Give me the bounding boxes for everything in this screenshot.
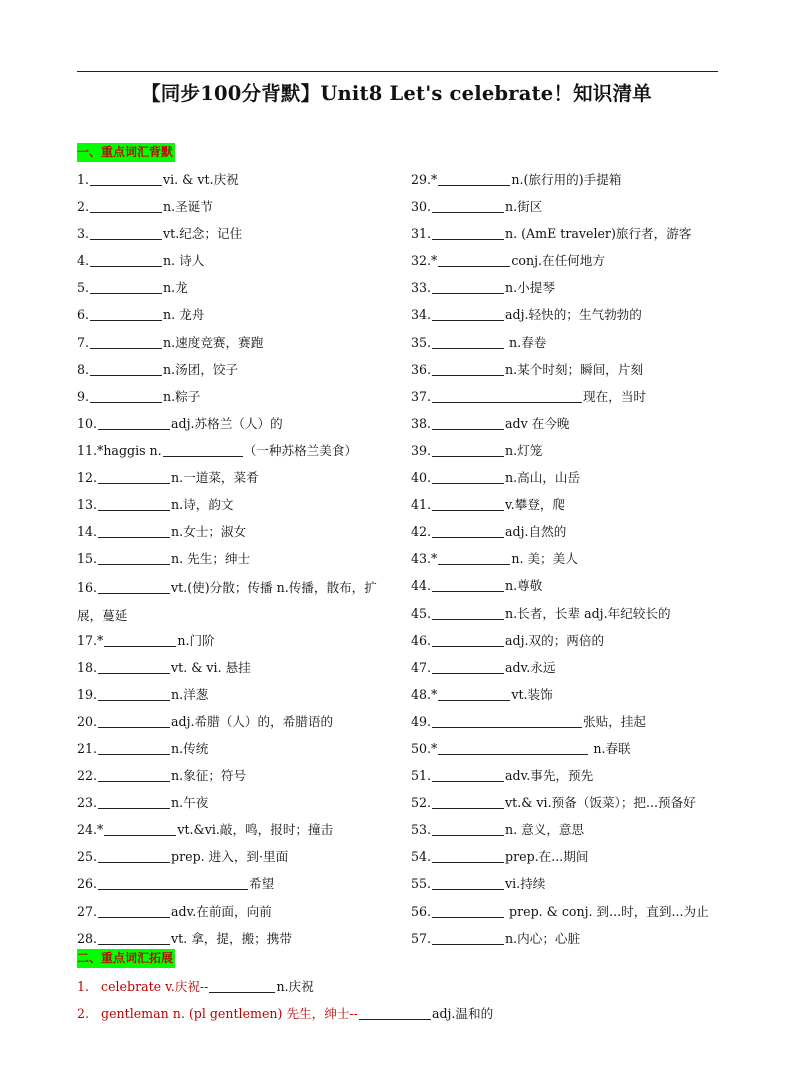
item-meaning: n.(旅行用的)手提箱 bbox=[511, 172, 622, 187]
item-number: 14. bbox=[77, 524, 98, 540]
item-number: 22. bbox=[77, 768, 98, 784]
vocab-item bbox=[411, 574, 741, 601]
vocab-item bbox=[77, 574, 382, 628]
item-number: 57. bbox=[411, 930, 432, 946]
vocab-item bbox=[411, 683, 741, 710]
answer-blank[interactable] bbox=[209, 978, 275, 993]
item-meaning: vt.&vi.敲，鸣，报时；撞击 bbox=[177, 822, 334, 838]
item-number: 5. bbox=[77, 280, 90, 296]
answer-blank[interactable] bbox=[90, 171, 162, 186]
item-number: 45. bbox=[411, 605, 432, 621]
item-number: 24.* bbox=[77, 822, 104, 838]
section-heading-extension: 二、重点词汇拓展 bbox=[77, 949, 175, 968]
item-meaning: n. 美；美人 bbox=[511, 551, 578, 567]
item-number: 55. bbox=[411, 876, 432, 892]
item-number: 47. bbox=[411, 659, 432, 675]
answer-blank[interactable] bbox=[98, 686, 170, 701]
item-meaning: n.洋葱 bbox=[171, 686, 209, 702]
vocab-item bbox=[411, 737, 741, 764]
answer-blank[interactable] bbox=[432, 415, 504, 430]
item-number: 26. bbox=[77, 876, 98, 892]
answer-blank[interactable] bbox=[359, 1005, 431, 1020]
item-meaning: n.圣诞节 bbox=[163, 199, 213, 215]
vocab-item bbox=[77, 629, 407, 656]
answer-blank[interactable] bbox=[438, 740, 588, 755]
item-meaning: 现在，当时 bbox=[583, 388, 646, 404]
item-number: 9. bbox=[77, 388, 90, 404]
answer-blank[interactable] bbox=[90, 334, 162, 349]
answer-blank[interactable] bbox=[98, 767, 170, 782]
vocab-item bbox=[77, 791, 407, 818]
vocab-item bbox=[411, 466, 741, 493]
item-meaning: n.高山，山岳 bbox=[505, 470, 581, 486]
answer-blank[interactable] bbox=[438, 550, 510, 565]
answer-blank[interactable] bbox=[432, 469, 504, 484]
answer-blank[interactable] bbox=[90, 252, 162, 267]
answer-blank[interactable] bbox=[98, 740, 170, 755]
item-meaning: prep.在...期间 bbox=[505, 849, 589, 865]
item-number: 12. bbox=[77, 470, 98, 486]
vocab-item bbox=[77, 656, 407, 683]
answer-blank[interactable] bbox=[432, 930, 504, 945]
item-number: 10. bbox=[77, 415, 98, 431]
extension-meaning: n.庆祝 bbox=[276, 979, 314, 994]
item-number: 42. bbox=[411, 524, 432, 540]
answer-blank[interactable] bbox=[90, 306, 162, 321]
item-number: 33. bbox=[411, 280, 432, 296]
item-number: 19. bbox=[77, 686, 98, 702]
item-number: 3. bbox=[77, 226, 90, 242]
item-meaning: vt.(使)分散；传播 n.传播，散布，扩展，蔓延 bbox=[77, 580, 377, 623]
answer-blank[interactable] bbox=[438, 686, 510, 701]
item-number: 40. bbox=[411, 470, 432, 486]
answer-blank[interactable] bbox=[104, 821, 176, 836]
item-number: 30. bbox=[411, 199, 432, 215]
item-meaning: adj.双的；两倍的 bbox=[505, 632, 605, 648]
item-meaning: n.女士；淑女 bbox=[171, 524, 247, 540]
item-number: 28. bbox=[77, 930, 98, 946]
item-meaning: conj.在任何地方 bbox=[511, 253, 605, 269]
item-meaning: vt. & vi. 悬挂 bbox=[171, 659, 251, 675]
answer-blank[interactable] bbox=[98, 848, 170, 863]
item-meaning: adj.自然的 bbox=[505, 524, 567, 540]
item-meaning: n. (AmE traveler)旅行者，游客 bbox=[505, 226, 692, 242]
answer-blank[interactable] bbox=[98, 523, 170, 538]
item-number: 34. bbox=[411, 307, 432, 323]
answer-blank[interactable] bbox=[432, 605, 504, 620]
vocab-item bbox=[77, 900, 407, 927]
vocab-item bbox=[411, 818, 741, 845]
item-number: 11.*haggis n. bbox=[77, 442, 162, 458]
item-number: 32.* bbox=[411, 253, 438, 269]
item-meaning: 张贴，挂起 bbox=[583, 713, 646, 729]
vocab-item bbox=[411, 764, 741, 791]
item-meaning: （一种苏格兰美食） bbox=[243, 442, 358, 458]
extension-number: 1. bbox=[77, 979, 90, 994]
item-number: 17.* bbox=[77, 632, 104, 648]
vocab-item bbox=[77, 845, 407, 872]
answer-blank[interactable] bbox=[98, 469, 170, 484]
item-number: 20. bbox=[77, 713, 98, 729]
vocab-item bbox=[77, 303, 407, 330]
answer-blank[interactable] bbox=[90, 225, 162, 240]
vocab-item bbox=[77, 683, 407, 710]
vocab-item bbox=[77, 331, 407, 358]
vocab-item bbox=[77, 547, 407, 574]
answer-blank[interactable] bbox=[98, 659, 170, 674]
item-number: 51. bbox=[411, 768, 432, 784]
item-number: 4. bbox=[77, 253, 90, 269]
item-meaning: n.一道菜，菜肴 bbox=[171, 470, 259, 486]
item-meaning: adv.永远 bbox=[505, 659, 556, 675]
item-number: 46. bbox=[411, 632, 432, 648]
item-meaning: n.午夜 bbox=[171, 795, 209, 811]
vocab-column-right bbox=[411, 168, 741, 954]
vocab-item bbox=[77, 872, 407, 899]
item-meaning: n.春联 bbox=[589, 740, 631, 756]
vocab-column-left bbox=[77, 168, 407, 954]
answer-blank[interactable] bbox=[438, 252, 510, 267]
vocab-item bbox=[77, 358, 407, 385]
item-meaning: prep. & conj. 到...时，直到...为止 bbox=[505, 903, 709, 919]
item-number: 8. bbox=[77, 361, 90, 377]
item-meaning: n. 意义，意思 bbox=[505, 822, 585, 838]
vocab-item bbox=[411, 249, 741, 276]
answer-blank[interactable] bbox=[98, 713, 170, 728]
item-meaning: adj.轻快的；生气勃勃的 bbox=[505, 307, 642, 323]
answer-blank[interactable] bbox=[432, 577, 504, 592]
answer-blank[interactable] bbox=[98, 550, 170, 565]
vocab-item bbox=[411, 195, 741, 222]
vocab-item bbox=[411, 602, 741, 629]
vocab-item bbox=[411, 385, 741, 412]
vocab-item bbox=[411, 331, 741, 358]
answer-blank[interactable] bbox=[432, 659, 504, 674]
answer-blank[interactable] bbox=[98, 930, 170, 945]
vocab-item bbox=[411, 303, 741, 330]
vocab-item bbox=[77, 195, 407, 222]
answer-blank[interactable] bbox=[163, 442, 243, 457]
vocab-item bbox=[411, 629, 741, 656]
item-meaning: n.尊敬 bbox=[505, 578, 543, 594]
item-number: 38. bbox=[411, 415, 432, 431]
item-meaning: adv.在前面，向前 bbox=[171, 903, 272, 919]
answer-blank[interactable] bbox=[104, 632, 176, 647]
vocab-item bbox=[411, 547, 741, 574]
answer-blank[interactable] bbox=[438, 171, 510, 186]
item-number: 16. bbox=[77, 580, 98, 596]
answer-blank[interactable] bbox=[90, 279, 162, 294]
item-meaning: v.攀登，爬 bbox=[505, 497, 566, 513]
vocab-item bbox=[411, 358, 741, 385]
answer-blank[interactable] bbox=[98, 794, 170, 809]
item-meaning: n.汤团，饺子 bbox=[163, 361, 239, 377]
item-number: 6. bbox=[77, 307, 90, 323]
item-meaning: n.传统 bbox=[171, 740, 209, 756]
answer-blank[interactable] bbox=[98, 415, 170, 430]
item-meaning: n.长者，长辈 adj.年纪较长的 bbox=[505, 605, 671, 621]
item-meaning: adj.苏格兰（人）的 bbox=[171, 415, 283, 431]
extension-number: 2. bbox=[77, 1006, 90, 1021]
answer-blank[interactable] bbox=[432, 442, 504, 457]
section-heading-vocab: 一、重点词汇背默 bbox=[77, 143, 175, 162]
vocab-item bbox=[77, 520, 407, 547]
extension-word: gentleman n. (pl gentlemen) 先生，绅士-- bbox=[101, 1006, 358, 1021]
top-rule bbox=[77, 71, 718, 72]
answer-blank[interactable] bbox=[432, 767, 504, 782]
item-meaning: n.象征；符号 bbox=[171, 768, 247, 784]
vocab-item bbox=[411, 845, 741, 872]
item-number: 53. bbox=[411, 822, 432, 838]
answer-blank[interactable] bbox=[432, 632, 504, 647]
item-number: 36. bbox=[411, 361, 432, 377]
vocab-item bbox=[77, 466, 407, 493]
extension-item-2 bbox=[77, 1004, 493, 1024]
page-title: 【同步100分背默】Unit8 Let's celebrate！知识清单 bbox=[141, 82, 652, 105]
item-number: 49. bbox=[411, 713, 432, 729]
answer-blank[interactable] bbox=[432, 334, 504, 349]
item-meaning: vt.装饰 bbox=[511, 686, 553, 702]
item-number: 23. bbox=[77, 795, 98, 811]
answer-blank[interactable] bbox=[432, 306, 504, 321]
answer-blank[interactable] bbox=[432, 903, 504, 918]
vocab-item bbox=[77, 249, 407, 276]
vocab-item bbox=[77, 764, 407, 791]
answer-blank[interactable] bbox=[98, 875, 248, 890]
extension-item-1 bbox=[77, 977, 314, 997]
answer-blank[interactable] bbox=[98, 903, 170, 918]
item-number: 44. bbox=[411, 578, 432, 594]
item-meaning: n. 先生；绅士 bbox=[171, 551, 251, 567]
item-meaning: n.速度竞赛，赛跑 bbox=[163, 334, 264, 350]
vocab-item bbox=[77, 737, 407, 764]
answer-blank[interactable] bbox=[432, 794, 504, 809]
item-meaning: adv.事先，预先 bbox=[505, 768, 594, 784]
vocab-item bbox=[411, 520, 741, 547]
item-meaning: vi. & vt.庆祝 bbox=[163, 172, 239, 187]
item-number: 31. bbox=[411, 226, 432, 242]
item-meaning: adv 在今晚 bbox=[505, 415, 570, 431]
vocab-item bbox=[77, 710, 407, 737]
answer-blank[interactable] bbox=[432, 225, 504, 240]
answer-blank[interactable] bbox=[432, 523, 504, 538]
item-meaning: n.粽子 bbox=[163, 388, 201, 404]
vocab-item bbox=[411, 168, 741, 195]
vocab-item bbox=[411, 927, 741, 954]
item-number: 21. bbox=[77, 740, 98, 756]
vocab-item bbox=[411, 222, 741, 249]
vocab-item bbox=[411, 276, 741, 303]
item-meaning: vi.持续 bbox=[505, 876, 546, 892]
item-number: 1. bbox=[77, 172, 90, 187]
item-number: 39. bbox=[411, 442, 432, 458]
item-meaning: n.内心；心脏 bbox=[505, 930, 581, 946]
item-number: 2. bbox=[77, 199, 90, 215]
item-number: 41. bbox=[411, 497, 432, 513]
vocab-item bbox=[77, 493, 407, 520]
item-number: 50.* bbox=[411, 740, 438, 756]
item-meaning: 希望 bbox=[249, 876, 275, 892]
item-meaning: prep. 进入，到·里面 bbox=[171, 849, 289, 865]
item-meaning: n.门阶 bbox=[177, 632, 215, 648]
item-number: 15. bbox=[77, 551, 98, 567]
item-number: 48.* bbox=[411, 686, 438, 702]
item-number: 27. bbox=[77, 903, 98, 919]
item-meaning: n. 诗人 bbox=[163, 253, 205, 269]
extension-word: celebrate v.庆祝-- bbox=[101, 979, 209, 994]
answer-blank[interactable] bbox=[90, 361, 162, 376]
item-meaning: n.小提琴 bbox=[505, 280, 555, 296]
vocab-item bbox=[411, 710, 741, 737]
extension-meaning: adj.温和的 bbox=[431, 1006, 494, 1021]
item-meaning: n.某个时刻；瞬间，片刻 bbox=[505, 361, 644, 377]
item-number: 25. bbox=[77, 849, 98, 865]
answer-blank[interactable] bbox=[432, 875, 504, 890]
answer-blank[interactable] bbox=[432, 821, 504, 836]
vocab-item bbox=[77, 818, 407, 845]
vocab-item bbox=[411, 900, 741, 927]
vocab-item bbox=[411, 656, 741, 683]
item-meaning: n.灯笼 bbox=[505, 442, 543, 458]
vocab-item bbox=[411, 412, 741, 439]
item-number: 37. bbox=[411, 388, 432, 404]
item-number: 29.* bbox=[411, 172, 438, 187]
vocab-item bbox=[77, 168, 407, 195]
item-number: 7. bbox=[77, 334, 90, 350]
item-meaning: vt. 拿，提，搬；携带 bbox=[171, 930, 292, 946]
item-number: 13. bbox=[77, 497, 98, 513]
answer-blank[interactable] bbox=[98, 579, 170, 594]
answer-blank[interactable] bbox=[432, 198, 504, 213]
answer-blank[interactable] bbox=[432, 496, 504, 511]
item-number: 54. bbox=[411, 849, 432, 865]
item-meaning: vt.纪念；记住 bbox=[163, 226, 243, 242]
item-meaning: vt.& vi.预备（饭菜）；把...预备好 bbox=[505, 795, 696, 811]
item-number: 35. bbox=[411, 334, 432, 350]
item-number: 52. bbox=[411, 795, 432, 811]
vocab-item bbox=[77, 222, 407, 249]
answer-blank[interactable] bbox=[432, 713, 582, 728]
vocab-item bbox=[411, 439, 741, 466]
item-number: 56. bbox=[411, 903, 432, 919]
answer-blank[interactable] bbox=[90, 388, 162, 403]
answer-blank[interactable] bbox=[432, 361, 504, 376]
item-number: 43.* bbox=[411, 551, 438, 567]
item-meaning: n.诗，韵文 bbox=[171, 497, 234, 513]
item-meaning: n. 龙舟 bbox=[163, 307, 205, 323]
answer-blank[interactable] bbox=[90, 198, 162, 213]
item-meaning: n.春卷 bbox=[505, 334, 547, 350]
vocab-item bbox=[77, 412, 407, 439]
answer-blank[interactable] bbox=[432, 848, 504, 863]
vocab-item bbox=[77, 439, 407, 466]
vocab-item bbox=[411, 493, 741, 520]
answer-blank[interactable] bbox=[432, 279, 504, 294]
item-meaning: n.街区 bbox=[505, 199, 543, 215]
vocab-item bbox=[77, 276, 407, 303]
vocab-item bbox=[411, 791, 741, 818]
vocab-item bbox=[77, 385, 407, 412]
answer-blank[interactable] bbox=[98, 496, 170, 511]
vocab-item bbox=[411, 872, 741, 899]
item-meaning: n.龙 bbox=[163, 280, 188, 296]
answer-blank[interactable] bbox=[432, 388, 582, 403]
item-number: 18. bbox=[77, 659, 98, 675]
item-meaning: adj.希腊（人）的，希腊语的 bbox=[171, 713, 334, 729]
